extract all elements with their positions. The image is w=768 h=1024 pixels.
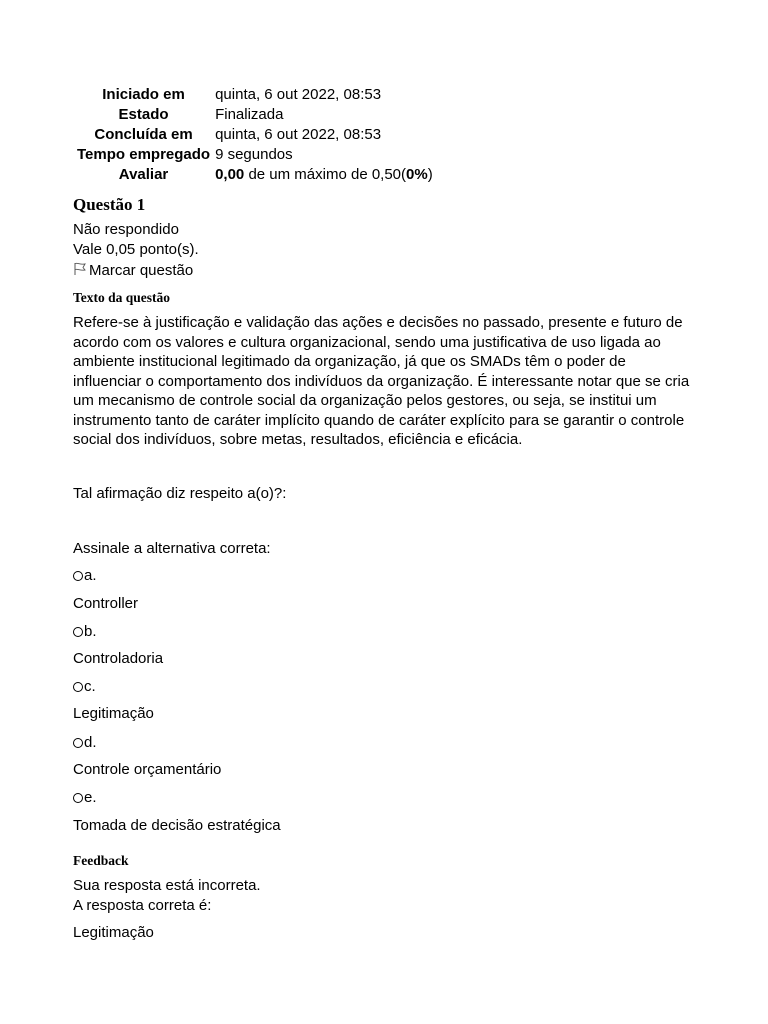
- summary-value: Finalizada: [215, 106, 284, 123]
- radio-button-icon[interactable]: [73, 793, 83, 803]
- feedback-correct-label: A resposta correta é:: [73, 897, 212, 914]
- grade-score: 0,00: [215, 166, 245, 183]
- radio-button-icon[interactable]: [73, 738, 83, 748]
- question-text: Refere-se à justificação e validação das ações e decisões no passado, presente e futuro de acordo com os valores e cultura organizacional, sendo uma justificativa de uso ligada ao ambiente institucional legitimado da organização, já que os SMADs têm o poder de influenciar o comportamento dos indivíduos da organização. É interessante notar que se cria um mecanismo de controle social da organização pelos gestores, ou seja, se institui um instrumento tanto de caráter implícito quando de caráter explícito para se garantir o controle social dos indivíduos, sobre metas, resultados, eficiência e eficácia.: [73, 314, 690, 448]
- option-letter: a.: [84, 567, 97, 584]
- radio-button-icon[interactable]: [73, 571, 83, 581]
- summary-row-state: [73, 105, 433, 125]
- summary-grade-value: [215, 165, 433, 185]
- flag-icon: [73, 262, 87, 276]
- feedback-heading: Feedback: [73, 853, 129, 868]
- summary-row-completed: [73, 125, 433, 145]
- summary-label: Iniciado em: [102, 86, 185, 103]
- option-b-text: Controladoria: [73, 650, 164, 667]
- option-letter: e.: [84, 789, 97, 806]
- grade-percent: 0%: [406, 166, 428, 183]
- feedback-correct-answer: Legitimação: [73, 924, 154, 941]
- flag-question-label: Marcar questão: [89, 262, 194, 279]
- option-letter: b.: [84, 623, 97, 640]
- grade-close: ): [427, 166, 433, 183]
- option-b-radio[interactable]: [73, 623, 97, 641]
- feedback-result: Sua resposta está incorreta.: [73, 877, 261, 894]
- question-title: Questão 1: [73, 195, 146, 214]
- option-letter: d.: [84, 734, 97, 751]
- summary-label: Avaliar: [118, 166, 169, 183]
- question-status: Não respondido: [73, 221, 179, 238]
- option-d-text: Controle orçamentário: [73, 761, 222, 778]
- attempt-summary-table: [73, 85, 433, 185]
- question-prompt: Tal afirmação diz respeito a(o)?:: [73, 485, 287, 502]
- question-text-heading: Texto da questão: [73, 290, 171, 305]
- radio-button-icon[interactable]: [73, 627, 83, 637]
- summary-row-time-taken: [73, 145, 433, 165]
- question-instruction: Assinale a alternativa correta:: [73, 540, 271, 557]
- option-c-text: Legitimação: [73, 705, 154, 722]
- option-a-text: Controller: [73, 595, 139, 612]
- grade-max-text: de um máximo de 0,50(: [244, 166, 407, 183]
- summary-row-grade: [73, 165, 433, 185]
- summary-row-started: [73, 85, 433, 105]
- summary-label: Tempo empregado: [77, 146, 211, 163]
- radio-button-icon[interactable]: [73, 682, 83, 692]
- flag-question-toggle[interactable]: [73, 261, 193, 281]
- option-a-radio[interactable]: [73, 567, 97, 585]
- option-e-radio[interactable]: [73, 789, 97, 807]
- summary-value: 9 segundos: [215, 146, 293, 163]
- option-c-radio[interactable]: [73, 678, 96, 696]
- summary-value: quinta, 6 out 2022, 08:53: [215, 126, 382, 143]
- summary-label: Concluída em: [94, 126, 193, 143]
- question-points: Vale 0,05 ponto(s).: [73, 241, 199, 258]
- option-e-text: Tomada de decisão estratégica: [73, 817, 281, 834]
- option-letter: c.: [84, 678, 96, 695]
- summary-label: Estado: [118, 106, 169, 123]
- summary-value: quinta, 6 out 2022, 08:53: [215, 86, 382, 103]
- option-d-radio[interactable]: [73, 734, 97, 752]
